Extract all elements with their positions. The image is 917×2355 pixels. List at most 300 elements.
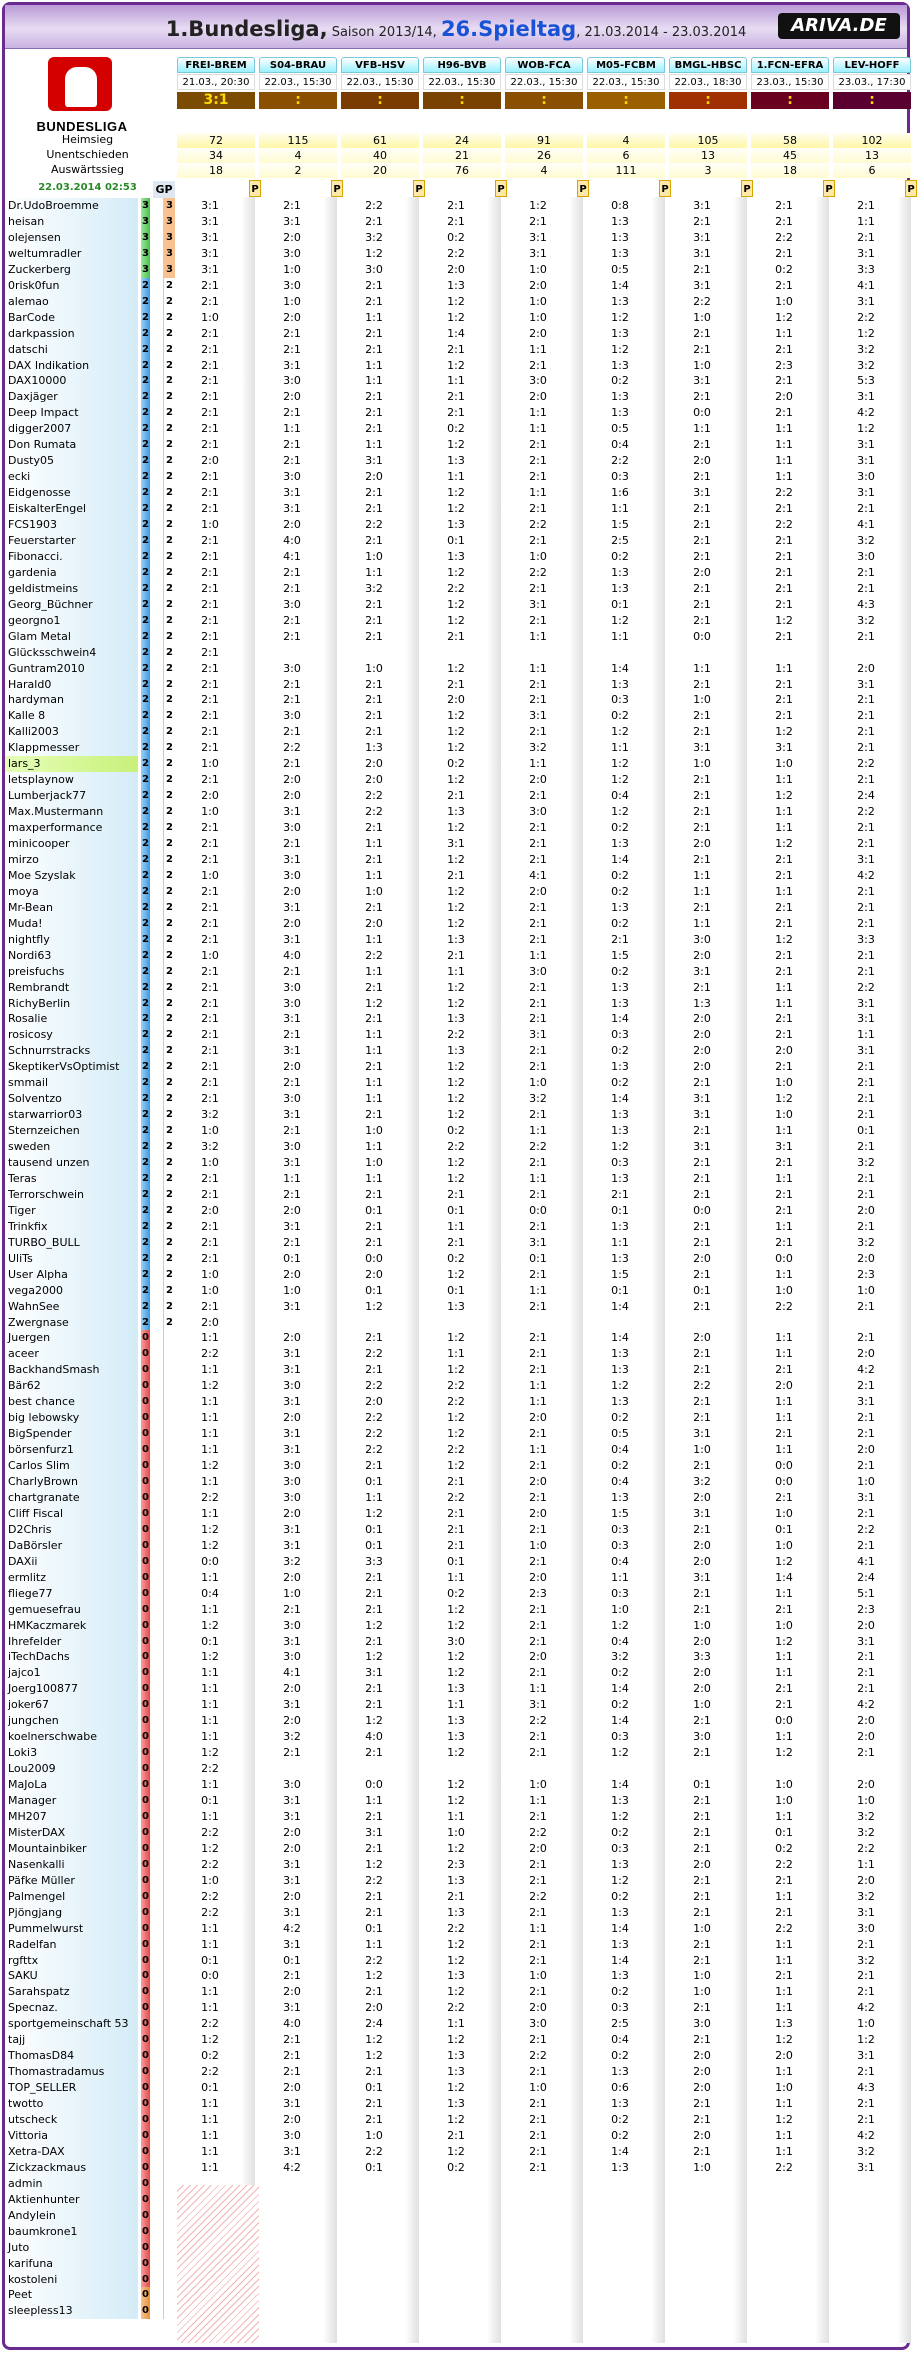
player-name[interactable]: SAKU	[5, 1968, 138, 1984]
tip-cell: 1:3	[611, 565, 629, 579]
player-name[interactable]: Guntram2010	[5, 661, 138, 677]
rank-points: 3	[141, 214, 150, 230]
player-name[interactable]: ermlitz	[5, 1570, 138, 1586]
player-name[interactable]: nightfly	[5, 932, 138, 948]
tip-cell: 1:2	[775, 310, 793, 324]
tip-cell: 2:0	[283, 1060, 301, 1074]
tip-cell: 1:2	[611, 773, 629, 787]
player-name[interactable]: BarCode	[5, 310, 138, 326]
player-name[interactable]: Fibonacci.	[5, 549, 138, 565]
player-name[interactable]: Klappmesser	[5, 740, 138, 756]
tip-cell: 2:0	[201, 1315, 219, 1329]
tip-cell: 1:3	[447, 1682, 465, 1696]
game-points: 2	[163, 581, 175, 597]
tip-cell: 3:1	[201, 246, 219, 260]
player-name[interactable]: Muda!	[5, 916, 138, 932]
player-name[interactable]: Specnaz.	[5, 2000, 138, 2016]
tip-cell: 2:2	[365, 1873, 383, 1887]
player-name[interactable]: BigSpender	[5, 1426, 138, 1442]
tip-cell: 2:1	[201, 661, 219, 675]
player-name[interactable]: gardenia	[5, 565, 138, 581]
player-name[interactable]: digger2007	[5, 421, 138, 437]
tip-cell: 1:0	[693, 693, 711, 707]
player-name[interactable]: Don Rumata	[5, 437, 138, 453]
player-name[interactable]: RichyBerlin	[5, 996, 138, 1012]
tip-cell	[513, 2272, 563, 2288]
rank-points: 0	[141, 1522, 150, 1538]
player-name[interactable]: Pummelwurst	[5, 1921, 138, 1937]
player-name[interactable]: Andylein	[5, 2208, 138, 2224]
game-teams[interactable]: M05-FCBM	[587, 57, 665, 73]
stat-unent: 34	[177, 148, 255, 163]
tip-cell: 1:3	[365, 741, 383, 755]
player-name[interactable]: weltumradler	[5, 246, 138, 262]
game-points	[163, 2080, 175, 2096]
tip-cell: 1:2	[447, 1746, 465, 1760]
tip-cell	[431, 2287, 481, 2303]
player-name[interactable]: big lebowsky	[5, 1410, 138, 1426]
game-teams[interactable]: VFB-HSV	[341, 57, 419, 73]
player-name[interactable]: Carlos Slim	[5, 1458, 138, 1474]
player-name[interactable]: Joerg100877	[5, 1681, 138, 1697]
player-name[interactable]: HMKaczmarek	[5, 1618, 138, 1634]
rank-points: 2	[141, 294, 150, 310]
tip-cell: 2:1	[693, 2001, 711, 2015]
player-name[interactable]: D2Chris	[5, 1522, 138, 1538]
player-name[interactable]: sweden	[5, 1139, 138, 1155]
player-name[interactable]: admin	[5, 2176, 138, 2192]
player-name[interactable]: FCS1903	[5, 517, 138, 533]
player-name[interactable]: EiskalterEngel	[5, 501, 138, 517]
table-row	[5, 1219, 907, 1235]
rank-points: 2	[141, 661, 150, 677]
title-bar	[5, 5, 907, 49]
tip-cell: 3:1	[283, 2144, 301, 2158]
game-points	[163, 2303, 175, 2319]
player-name[interactable]: Sarahspatz	[5, 1984, 138, 2000]
player-name[interactable]: Max.Mustermann	[5, 804, 138, 820]
player-name[interactable]: Feuerstarter	[5, 533, 138, 549]
tip-cell: 1:1	[201, 1506, 219, 1520]
rank-points: 2	[141, 916, 150, 932]
tip-cell: 2:1	[365, 613, 383, 627]
tip-cell: 2:2	[775, 1921, 793, 1935]
player-name[interactable]: twotto	[5, 2096, 138, 2112]
tip-cell: 1:3	[611, 980, 629, 994]
player-name[interactable]: Mountainbiker	[5, 1841, 138, 1857]
player-name[interactable]: Juto	[5, 2240, 138, 2256]
tip-cell: 1:4	[611, 1714, 629, 1728]
player-name[interactable]: Trinkfix	[5, 1219, 138, 1235]
player-name[interactable]: olejensen	[5, 230, 138, 246]
player-name[interactable]: UliTs	[5, 1251, 138, 1267]
tip-cell: 1:1	[201, 1778, 219, 1792]
player-name[interactable]: MisterDAX	[5, 1825, 138, 1841]
player-name[interactable]: hardyman	[5, 692, 138, 708]
tip-cell: 2:1	[857, 629, 875, 643]
tip-cell: 3:2	[857, 2144, 875, 2158]
player-name[interactable]: Solventzo	[5, 1091, 138, 1107]
tip-cell	[513, 2192, 563, 2208]
player-name[interactable]: BackhandSmash	[5, 1362, 138, 1378]
player-name[interactable]: WahnSee	[5, 1299, 138, 1315]
player-name[interactable]: tajj	[5, 2032, 138, 2048]
player-name[interactable]: koelnerschwabe	[5, 1729, 138, 1745]
player-name[interactable]: Nasenkalli	[5, 1857, 138, 1873]
player-name[interactable]: fliege77	[5, 1586, 138, 1602]
table-row	[5, 501, 907, 517]
player-name[interactable]: Lumberjack77	[5, 788, 138, 804]
player-name[interactable]: Ihrefelder	[5, 1634, 138, 1650]
tip-cell: 1:0	[775, 294, 793, 308]
tip-cell: 4:1	[283, 549, 301, 563]
player-name[interactable]: Glücksschwein4	[5, 645, 138, 661]
player-name[interactable]: datschi	[5, 342, 138, 358]
player-name[interactable]: Loki3	[5, 1745, 138, 1761]
tip-cell: 2:1	[283, 725, 301, 739]
table-row	[5, 1697, 907, 1713]
table-row	[5, 373, 907, 389]
player-name[interactable]: Schnurrstracks	[5, 1043, 138, 1059]
player-name[interactable]: Kalli2003	[5, 724, 138, 740]
game-teams[interactable]: S04-BRAU	[259, 57, 337, 73]
tip-cell: 2:1	[775, 1682, 793, 1696]
ariva-logo[interactable]: ARIVA.DE	[778, 13, 900, 39]
game-points: 2	[163, 1315, 175, 1331]
tip-cell: 0:3	[611, 1730, 629, 1744]
player-name[interactable]: Nordi63	[5, 948, 138, 964]
player-name[interactable]: vega2000	[5, 1283, 138, 1299]
tip-cell: 2:2	[365, 2144, 383, 2158]
tip-cell: 3:0	[283, 470, 301, 484]
rank-points: 2	[141, 708, 150, 724]
player-name[interactable]: heisan	[5, 214, 138, 230]
tip-cell: 2:1	[857, 948, 875, 962]
tip-cell: 2:1	[693, 1235, 711, 1249]
player-name[interactable]: Kalle 8	[5, 708, 138, 724]
tip-cell: 1:2	[447, 2113, 465, 2126]
tip-cell: 2:2	[529, 1889, 547, 1903]
table-row	[5, 437, 907, 453]
table-row	[5, 1011, 907, 1027]
tip-cell	[513, 2224, 563, 2240]
game-points	[163, 1410, 175, 1426]
game-points	[163, 1362, 175, 1378]
player-name[interactable]: mirzo	[5, 852, 138, 868]
tip-cell: 1:0	[365, 2128, 383, 2142]
player-name[interactable]: Rembrandt	[5, 980, 138, 996]
player-name[interactable]: Dr.UdoBroemme	[5, 198, 138, 214]
player-name[interactable]: 0risk0fun	[5, 278, 138, 294]
player-name[interactable]: kostoleni	[5, 2272, 138, 2288]
rank-points: 2	[141, 613, 150, 629]
tip-cell: 1:0	[693, 1969, 711, 1983]
tip-cell: 0:3	[611, 2001, 629, 2015]
game-points	[163, 1841, 175, 1857]
tip-cell: 4:2	[857, 2128, 875, 2142]
game-points: 3	[163, 198, 175, 214]
tip-cell: 2:1	[693, 1124, 711, 1138]
main-frame: 1.Bundesliga, Saison 2013/14, 26.Spieltag, 21.03.2014 - 23.03.2014 ARIVA.DE BUNDESLIGA Heimsieg Unentschieden Auswärtssieg 22.03.2014 02:53 GP FREI-BREM 21.03., 20:30 3:1 72 34 18 S04-BRAU 22.03., 15:30 : 115 4 2 VFB-HSV 22.03., 15:30 : 61 40 20 H96-BVB 22.03., 15:30 : 24 21 76 WOB-FCA 22.03., 15:30 : 91 26 4 M05-FCBM 22.03., 15:30 : 4 6 111 BMGL-HBSC 22.03., 18:30 : 105 13 3 1.FCN-EFRA 23.03., 15:30 : 58 45 18 LEV-HOFF 23.03., 17:30 : 102 13 6 Dr.UdoBroemme 3 3 3:1 2:1 2:2 2:1 1:2 0:8 3:1 2:1 2:1 heisan 3 3 3:1 3:1 2:1 2:1 2:1 1:3 2:1 2:1 1:1 olejensen 3 3 3:1 2:0 3:2 0:2 3:1 1:3 3:1 2:2 2:1 weltumradler 3 3 3:1 3:0 1:2 2:2 3:1 1:3 3:1 2:1 3:1 Zuckerberg 3 3 3:1 1:0 3:0 2:0 1:0 0:5 2:1 0:2 3:3 0risk0fun 2 2 2:1 3:0 2:1 1:3 2:0 1:4 3:1 2:1 4:1 alemao 2 2 2:1 1:0 2:1 1:2 1:0 1:3 2:2 1:0 3:1 BarCode 2 2 1:0 2:0 1:1 1:2 1:0 1:2 1:0 1:2 2:2 darkpassion 2 2 2:1 2:1 2:1 1:4 2:0 1:3 2:1 1:1 1:2 datschi 2 2 2:1 2:1 2:1 2:1 1:1 1:2 2:1 2:1 3:2 DAX Indikation 2 2 2:1 3:1 1:1 1:2 2:1 1:3 1:0 2:3 3:2 DAX10000 2 2 2:1 3:0 1:1 1:1 3:0 0:2 3:1 2:1 5:3 Daxjäger 2 2 2:1 2:0 2:1 2:1 2:0 1:3 2:1 2:0 3:1 Deep Impact 2 2 2:1 2:1 2:1 2:1 1:1 1:3 0:0 2:1 4:2 digger2007 2 2 2:1 1:1 2:1 0:2 1:1 0:5 1:1 1:1 1:2 Don Rumata 2 2 2:1 2:1 1:1 1:2 2:1 0:4 2:1 1:1 3:1 Dusty05 2 2 2:0 2:1 3:1 1:3 2:1 2:2 2:0 1:1 3:1 ecki 2 2 2:1 3:0 2:0 1:1 2:1 0:3 2:1 1:1 3:0 Eidgenosse 2 2 2:1 3:1 2:1 1:2 1:1 1:6 3:1 2:2 3:1 EiskalterEngel 2 2 2:1 3:1 2:1 1:2 2:1 1:1 2:1 2:1 2:1 FCS1903 2 2 1:0 2:0 2:2 1:3 2:2 1:5 2:1 2:2 4:1 Feuerstarter 2 2 2:1 4:0 2:1 0:1 2:1 2:5 2:1 2:1 3:2 Fibonacci. 2 2 2:1 4:1 1:0 1:3 1:0 0:2 2:1 2:1 3:0 gardenia 2 2 2:1 2:1 1:1 1:2 2:2 1:3 2:0 2:1 2:1 geldistmeins 2 2 2:1 2:1 3:2 2:2 2:1 1:3 2:1 2:1 2:1 Georg_Büchner 2 2 2:1 3:0 2:1 1:2 3:1 0:1 2:1 2:1 4:3 georgno1 2 2 2:1 2:1 2:1 1:2 2:1 1:2 2:1 1:2 3:2 Glam Metal 2 2 2:1 2:1 2:1 2:1 1:1 1:1 0:0 2:1 2:1 Glücksschwein4 2 2 2:1 Guntram2010 2 2 2:1 3:0 1:0 1:2 1:1 1:4 1:1 1:1 2:0 Harald0 2 2 2:1 2:1 2:1 2:1 2:1 1:3 2:1 2:1 3:1 hardyman 2 2 2:1 2:1 2:1 2:0 2:1 0:3 1:0 2:1 2:1 Kalle 8 2 2 2:1 3:0 2:1 1:2 3:1 0:2 2:1 2:1 2:1 Kalli2003 2 2 2:1 2:1 2:1 1:2 2:1 1:2 2:1 1:2 2:1 Klappmesser 2 2 2:1 2:2 1:3 1:2 3:2 1:1 3:1 3:1 2:1 lars_3 2 2 1:0 2:1 2:0 0:2 1:1 1:2 1:0 1:0 2:2 letsplaynow 2 2 2:1 2:0 2:0 1:2 2:0 1:2 2:1 1:1 2:1 Lumberjack77 2 2 2:0 2:0 2:2 2:1 2:1 0:4 2:1 1:2 2:4 Max.Mustermann 2 2 1:0 3:1 2:2 1:3 3:0 1:2 2:1 1:1 2:2 maxperformance 2 2 2:1 3:0 2:1 1:2 2:1 0:2 2:1 1:1 2:1 minicooper 2 2 2:1 2:1 1:1 3:1 2:1 1:3 2:0 1:2 2:1 mirzo 2 2 2:1 3:1 2:1 1:2 2:1 1:4 2:1 2:1 3:1 Moe Szyslak 2 2 1:0 3:0 1:1 2:1 4:1 0:2 1:1 2:1 4:2 moya 2 2 2:1 2:0 1:0 1:2 2:0 0:2 1:1 1:1 2:1 Mr-Bean 2 2 2:1 3:1 2:1 1:2 2:1 1:3 2:1 2:1 2:1 Muda! 2 2 2:1 2:0 2:0 1:2 2:1 0:2 1:1 2:1 2:1 nightfly 2 2 2:1 3:1 1:1 1:3 2:1 2:1 3:0 1:2 3:3 Nordi63 2 2 1:0 4:0 2:2 2:1 1:1 1:5 2:0 2:1 2:1 preisfuchs 2 2 2:1 2:1 1:1 1:1 3:0 0:2 3:1 2:1 2:1 Rembrandt 2 2 2:1 3:0 2:1 1:2 2:1 1:3 2:1 1:1 2:2 RichyBerlin 2 2 2:1 3:0 1:2 1:2 2:1 1:3 1:3 1:1 3:1 Rosalie 2 2 2:1 3:1 2:1 1:3 2:1 1:4 2:0 2:1 3:1 rosicosy 2 2 2:1 2:1 1:1 2:2 3:1 0:3 2:0 2:1 1:1 Schnurrstracks 2 2 2:1 3:1 1:1 1:3 2:1 0:2 2:0 2:0 3:1 SkeptikerVsOptimist 2 2 2:1 2:0 2:1 1:2 2:1 1:3 2:0 2:1 2:1 smmail 2 2 2:1 2:1 1:1 1:2 1:0 0:2 2:1 1:0 2:1 Solventzo 2 2 2:1 3:0 1:1 1:2 3:2 1:4 3:1 1:2 2:1 starwarrior03 2 2 3:2 3:1 2:1 1:2 2:1 1:3 3:1 1:0 2:1 Sternzeichen 2 2 1:0 2:1 1:0 0:2 1:1 1:3 2:1 1:1 0:1 sweden 2 2 3:2 3:0 1:1 2:2 2:2 1:2 3:1 3:1 2:1 tausend unzen 2 2 1:0 3:1 1:0 1:2 2:1 0:3 2:1 2:1 3:2 Teras 2 2 2:1 1:1 1:1 1:2 1:1 1:3 2:1 1:1 2:1 Terrorschwein 2 2 2:1 2:1 2:1 2:1 2:1 2:1 2:1 2:1 2:1 Tiger 2 2 2:0 2:0 0:1 0:1 0:0 0:1 0:0 2:1 2:0 Trinkfix 2 2 2:1 3:1 2:1 1:1 2:1 1:3 2:1 1:1 2:1 TURBO_BULL 2 2 2:1 2:1 2:1 2:1 3:1 1:1 2:1 2:1 3:2 UliTs 2 2 2:1 0:1 0:0 0:2 0:1 1:3 2:0 0:0 2:0 User Alpha 2 2 1:0 2:0 2:0 1:2 2:1 1:5 2:1 1:1 2:3 vega2000 2 2 1:0 1:0 0:1 0:1 1:1 0:1 0:1 1:0 1:0 WahnSee 2 2 2:1 3:1 1:2 1:3 2:1 1:4 2:1 2:2 2:1 Zwergnase 2 2 2:0 Juergen 0 1:1 2:0 2:1 1:2 2:1 1:4 2:0 1:1 2:1 aceer 0 2:2 3:1 2:2 1:1 2:1 1:3 2:1 1:1 2:0 BackhandSmash 0 1:1 3:1 2:1 1:2 2:1 1:3 2:1 2:1 4:2 Bär62 0 1:2 3:0 2:2 2:2 1:1 1:2 2:2 2:0 2:1 best chance 0 1:1 3:1 2:0 2:2 1:1 1:3 2:1 1:1 3:1 big lebowsky 0 1:1 2:0 2:2 1:2 2:0 0:2 2:1 1:1 2:1 BigSpender 0 1:1 3:1 2:2 1:2 2:1 0:5 3:1 2:1 2:1 börsenfurz1 0 1:1 3:1 2:2 2:2 1:1 0:4 1:0 1:1 2:0 Carlos Slim 0 1:2 3:0 2:1 1:2 2:1 0:2 2:1 0:0 2:1 CharlyBrown 0 1:1 3:0 0:1 2:1 2:0 0:4 3:2 0:0 1:0 chartgranate 0 2:2 3:0 1:1 2:2 2:1 1:3 2:0 2:1 3:1 Cliff Fiscal 0 1:1 2:0 1:2 2:1 2:0 1:5 3:1 1:0 2:1 D2Chris 0 1:2 3:1 0:1 2:1 2:1 0:3 2:1 0:1 2:2 DaBörsler 0 1:2 3:1 0:1 2:1 1:0 0:3 2:0 1:0 2:1 DAXii 0 0:0 3:2 3:3 0:1 2:1 0:4 2:0 1:2 4:1 ermlitz 0 1:1 2:0 2:1 1:1 2:0 1:1 3:1 1:4 2:4 fliege77 0 0:4 1:0 2:1 0:2 2:3 0:3 2:1 1:1 5:1 gemuesefrau 0 1:1 2:1 2:1 1:2 2:1 1:0 2:1 2:1 2:3 HMKaczmarek 0 1:2 3:0 1:2 1:2 2:1 1:2 1:0 1:0 2:0 Ihrefelder 0 0:1 3:1 2:1 3:0 2:1 0:4 2:0 1:2 3:1 iTechDachs 0 1:2 3:0 1:2 1:2 2:0 3:2 3:3 1:1 2:1 jajco1 0 1:1 4:1 3:1 1:2 2:1 0:2 2:0 1:1 2:1 Joerg100877 0 1:1 2:0 2:1 1:3 1:1 1:4 2:0 2:1 2:1 joker67 0 1:1 3:1 2:1 1:1 3:1 0:2 1:0 2:1 4:2 jungchen 0 1:1 2:0 1:2 1:3 2:2 1:4 2:1 0:0 2:0 koelnerschwabe 0 1:1 3:2 4:0 1:3 2:1 0:3 3:0 1:1 2:0 Loki3 0 1:2 2:1 2:1 1:2 2:1 1:2 2:1 1:2 2:1 Lou2009 0 2:2 MaJoLa 0 1:1 3:0 0:0 1:2 1:0 1:4 0:1 1:0 2:0 Manager 0 0:1 3:1 1:1 1:2 1:1 1:3 2:1 1:0 1:0 MH207 0 1:1 3:1 2:1 1:1 2:1 1:2 2:1 1:1 3:2 MisterDAX 0 2:2 2:0 3:1 1:0 2:2 0:2 2:1 0:1 3:2 Mountainbiker 0 1:2 2:0 2:1 1:2 2:0 0:3 2:1 0:2 2:2 Nasenkalli 0 2:2 3:1 1:2 2:3 2:1 1:3 2:0 2:2 1:1 Päfke Müller 0 1:0 3:1 2:2 1:3 2:1 1:2 2:1 2:1 2:0 Palmengel 0 2:2 2:0 2:1 2:1 2:2 0:2 2:1 1:1 3:2 Pjöngjang 0 2:2 3:1 2:1 1:3 2:1 1:3 2:1 2:1 3:1 Pummelwurst 0 1:1 4:2 0:1 2:2 1:1 1:4 1:0 2:2 3:0 Radelfan 0 1:1 3:1 1:1 1:2 2:1 1:3 2:1 1:1 2:1 rgfttx 0 0:1 0:1 2:2 1:2 2:1 1:4 2:1 1:1 3:2 SAKU 0 0:0 2:1 1:2 1:3 1:0 1:3 1:0 2:1 2:1 Sarahspatz 0 1:1 2:0 2:1 1:2 2:1 0:2 1:0 1:1 2:1 Specnaz. 0 1:1 3:1 2:0 2:2 2:0 0:3 2:1 1:1 4:2 sportgemeinschaft 53 0 2:2 4:0 2:4 1:1 3:0 2:5 3:0 1:3 1:0 tajj 0 1:2 2:1 1:2 1:2 2:1 0:4 2:1 1:2 1:2 ThomasD84 0 0:2 2:1 1:2 1:3 2:2 0:2 2:0 2:0 3:1 Thomastradamus 0 2:2 2:1 2:1 1:3 2:1 1:3 2:0 1:1 2:1 TOP_SELLER 0 0:1 2:0 0:1 1:2 1:0 0:6 2:0 1:0 4:3 twotto 0 1:1 3:1 2:1 1:3 2:1 1:3 2:1 1:1 2:1 utscheck 0 1:1 2:0 2:1 1:2 2:1 0:2 2:1 1:2 2:1 Vittoria 0 1:1 3:0 1:0 2:1 2:1 0:2 2:0 1:1 4:2 Xetra-DAX 0 1:1 3:1 2:2 1:2 2:1 1:4 2:1 1:1 3:2 Zickzackmaus 0 1:1 4:2 0:1 0:2 2:1 1:3 1:0 2:2 3:1 admin 0 Aktienhunter 0 Andylein 0 baumkrone1 0 Juto 0 karifuna 0 kostoleni 0 Peet 0 sleepless13 0 P P P P P P P P P	[2, 2, 910, 2350]
player-name[interactable]: lars_3	[5, 756, 138, 772]
tip-cell: 2:1	[365, 326, 383, 340]
tip-cell: 2:1	[201, 533, 219, 547]
player-name[interactable]: rosicosy	[5, 1027, 138, 1043]
player-name[interactable]: Teras	[5, 1171, 138, 1187]
player-name[interactable]: DAX10000	[5, 373, 138, 389]
player-name[interactable]: aceer	[5, 1346, 138, 1362]
tip-cell: 2:1	[693, 1156, 711, 1169]
player-name[interactable]: preisfuchs	[5, 964, 138, 980]
game-score: :	[751, 92, 829, 109]
player-name[interactable]: smmail	[5, 1075, 138, 1091]
tip-cell: 1:2	[447, 1841, 465, 1855]
tip-cell: 2:1	[693, 1171, 711, 1185]
tip-cell: 1:0	[365, 549, 383, 563]
tip-cell: 1:3	[693, 996, 711, 1010]
tip-cell: 2:1	[283, 1076, 301, 1090]
player-name[interactable]: maxperformance	[5, 820, 138, 836]
player-name[interactable]: Harald0	[5, 677, 138, 693]
player-name[interactable]: Radelfan	[5, 1937, 138, 1953]
player-name[interactable]: ThomasD84	[5, 2048, 138, 2064]
player-name[interactable]: Glam Metal	[5, 629, 138, 645]
game-teams[interactable]: LEV-HOFF	[833, 57, 911, 73]
player-name[interactable]: Daxjäger	[5, 389, 138, 405]
player-name[interactable]: DaBörsler	[5, 1538, 138, 1554]
player-name[interactable]: Päfke Müller	[5, 1873, 138, 1889]
tip-cell: 2:1	[365, 1746, 383, 1760]
tip-cell: 1:2	[611, 1809, 629, 1823]
player-name[interactable]: joker67	[5, 1697, 138, 1713]
game-points	[163, 1713, 175, 1729]
tip-cell: 1:1	[611, 1570, 629, 1584]
game-teams[interactable]: BMGL-HBSC	[669, 57, 747, 73]
game-teams[interactable]: 1.FCN-EFRA	[751, 57, 829, 73]
player-name[interactable]: SkeptikerVsOptimist	[5, 1059, 138, 1075]
table-row	[5, 1634, 907, 1650]
player-name[interactable]: best chance	[5, 1394, 138, 1410]
player-name[interactable]: utscheck	[5, 2112, 138, 2128]
tip-cell: 1:1	[201, 1714, 219, 1728]
tip-cell: 3:1	[693, 199, 711, 212]
tip-cell: 2:1	[857, 581, 875, 595]
player-name[interactable]: Lou2009	[5, 1761, 138, 1777]
player-name[interactable]: TURBO_BULL	[5, 1235, 138, 1251]
table-row	[5, 1809, 907, 1825]
stat-unent: 45	[751, 148, 829, 163]
tip-cell: 1:1	[529, 661, 547, 675]
player-name[interactable]: jajco1	[5, 1665, 138, 1681]
player-name[interactable]: Dusty05	[5, 453, 138, 469]
spieltag-link[interactable]: 26.Spieltag	[440, 17, 577, 41]
tip-cell: 1:2	[447, 900, 465, 914]
tip-cell: 1:1	[693, 916, 711, 930]
tip-cell: 3:1	[529, 246, 547, 260]
tip-cell: 0:2	[201, 2049, 219, 2063]
tip-cell: 3:0	[283, 374, 301, 388]
tip-cell: 1:1	[775, 2065, 793, 2079]
rank-points: 2	[141, 389, 150, 405]
player-name[interactable]: sleepless13	[5, 2303, 138, 2319]
tip-cell	[759, 2224, 809, 2240]
player-name[interactable]: gemuesefrau	[5, 1602, 138, 1618]
player-name[interactable]: Georg_Büchner	[5, 597, 138, 613]
tip-cell: 3:0	[857, 470, 875, 484]
player-name[interactable]: moya	[5, 884, 138, 900]
player-name[interactable]: jungchen	[5, 1713, 138, 1729]
player-name[interactable]: MH207	[5, 1809, 138, 1825]
player-name[interactable]: DAXii	[5, 1554, 138, 1570]
player-name[interactable]: darkpassion	[5, 326, 138, 342]
player-name[interactable]: Thomastradamus	[5, 2064, 138, 2080]
tip-cell: 1:0	[775, 1794, 793, 1807]
player-name[interactable]: User Alpha	[5, 1267, 138, 1283]
player-name[interactable]: Xetra-DAX	[5, 2144, 138, 2160]
game-points: 2	[163, 358, 175, 374]
tip-cell: 2:0	[283, 518, 301, 531]
game-date: 23.03., 17:30	[833, 74, 911, 90]
player-name[interactable]: Eidgenosse	[5, 485, 138, 501]
tip-cell: 1:1	[857, 214, 875, 228]
tip-cell: 3:1	[857, 1012, 875, 1026]
player-name[interactable]: Zickzackmaus	[5, 2160, 138, 2176]
player-name[interactable]: iTechDachs	[5, 1649, 138, 1665]
tip-cell: 1:0	[529, 1538, 547, 1552]
player-name[interactable]: starwarrior03	[5, 1107, 138, 1123]
tip-cell: 2:1	[201, 852, 219, 866]
tip-cell: 4:1	[283, 1666, 301, 1680]
table-row	[5, 246, 907, 262]
table-row	[5, 517, 907, 533]
player-name[interactable]: Zwergnase	[5, 1315, 138, 1331]
player-name[interactable]: Deep Impact	[5, 405, 138, 421]
tip-cell: 2:1	[529, 1809, 547, 1823]
tip-cell: 0:1	[201, 1953, 219, 1967]
player-name[interactable]: Bär62	[5, 1378, 138, 1394]
player-name[interactable]: Pjöngjang	[5, 1905, 138, 1921]
game-teams[interactable]: FREI-BREM	[177, 57, 255, 73]
tip-cell: 3:2	[283, 1730, 301, 1744]
game-teams[interactable]: H96-BVB	[423, 57, 501, 73]
player-name[interactable]: Sternzeichen	[5, 1123, 138, 1139]
player-name[interactable]: Manager	[5, 1793, 138, 1809]
player-name[interactable]: MaJoLa	[5, 1777, 138, 1793]
game-points: 2	[163, 1123, 175, 1139]
player-name[interactable]: tausend unzen	[5, 1155, 138, 1171]
points-header: P	[741, 180, 753, 197]
player-name[interactable]: Juergen	[5, 1330, 138, 1346]
player-name[interactable]: Cliff Fiscal	[5, 1506, 138, 1522]
tip-cell: 2:1	[857, 884, 875, 898]
tip-cell: 0:2	[447, 1586, 465, 1600]
player-name[interactable]: Moe Szyslak	[5, 868, 138, 884]
player-name[interactable]: CharlyBrown	[5, 1474, 138, 1490]
tip-cell: 3:3	[857, 262, 875, 276]
tip-cell: 1:4	[611, 1953, 629, 1967]
tip-cell: 1:0	[201, 805, 219, 819]
player-name[interactable]: Palmengel	[5, 1889, 138, 1905]
tip-cell: 2:0	[283, 1889, 301, 1903]
tip-cell: 1:1	[529, 342, 547, 356]
tip-cell: 2:1	[693, 1889, 711, 1903]
rank-points: 0	[141, 1905, 150, 1921]
table-row	[5, 1905, 907, 1921]
player-name[interactable]: alemao	[5, 294, 138, 310]
tip-cell: 1:0	[857, 1794, 875, 1807]
tip-cell: 1:1	[201, 1730, 219, 1744]
player-name[interactable]: Mr-Bean	[5, 900, 138, 916]
tip-cell	[677, 2287, 727, 2303]
tip-cell: 1:1	[775, 470, 793, 484]
player-name[interactable]: ecki	[5, 469, 138, 485]
player-name[interactable]: minicooper	[5, 836, 138, 852]
player-name[interactable]: sportgemeinschaft 53	[5, 2016, 138, 2032]
tip-cell: 2:1	[775, 964, 793, 978]
tip-cell: 1:0	[201, 868, 219, 882]
rank-points: 0	[141, 1474, 150, 1490]
player-name[interactable]: Terrorschwein	[5, 1187, 138, 1203]
tip-cell: 0:3	[611, 693, 629, 707]
player-name[interactable]: TOP_SELLER	[5, 2080, 138, 2096]
player-name[interactable]: baumkrone1	[5, 2224, 138, 2240]
player-name[interactable]: georgno1	[5, 613, 138, 629]
player-name[interactable]: karifuna	[5, 2256, 138, 2272]
tip-cell: 3:1	[857, 2049, 875, 2063]
rank-points: 0	[141, 1634, 150, 1650]
tip-cell: 2:2	[775, 1857, 793, 1871]
player-name[interactable]: Aktienhunter	[5, 2192, 138, 2208]
tip-cell: 1:2	[447, 1602, 465, 1616]
player-name[interactable]: DAX Indikation	[5, 358, 138, 374]
tip-cell: 2:1	[447, 1522, 465, 1536]
table-row	[5, 1394, 907, 1410]
tip-cell: 2:1	[857, 1411, 875, 1425]
rank-points: 2	[141, 597, 150, 613]
tip-cell: 2:1	[283, 406, 301, 420]
tip-cell: 3:3	[365, 1554, 383, 1568]
tip-cell: 1:1	[201, 1698, 219, 1712]
tip-cell	[431, 2192, 481, 2208]
tip-cell: 1:2	[447, 709, 465, 723]
game-column	[341, 57, 419, 197]
tip-cell: 2:1	[857, 1171, 875, 1185]
player-name[interactable]: börsenfurz1	[5, 1442, 138, 1458]
tip-cell: 0:0	[365, 1251, 383, 1265]
tip-cell: 2:2	[447, 1379, 465, 1393]
player-name[interactable]: letsplaynow	[5, 772, 138, 788]
player-name[interactable]: rgfttx	[5, 1953, 138, 1969]
tip-cell: 2:1	[775, 1203, 793, 1217]
player-name[interactable]: chartgranate	[5, 1490, 138, 1506]
player-name[interactable]: Tiger	[5, 1203, 138, 1219]
player-name[interactable]: Rosalie	[5, 1011, 138, 1027]
table-row	[5, 1107, 907, 1123]
game-points	[163, 1649, 175, 1665]
game-teams[interactable]: WOB-FCA	[505, 57, 583, 73]
table-row	[5, 1299, 907, 1315]
player-name[interactable]: geldistmeins	[5, 581, 138, 597]
game-points	[163, 1394, 175, 1410]
tip-cell: 1:1	[201, 1475, 219, 1488]
tip-cell	[349, 2192, 399, 2208]
tip-cell: 2:1	[447, 406, 465, 420]
player-name[interactable]: Zuckerberg	[5, 262, 138, 278]
tip-cell: 2:1	[201, 1299, 219, 1313]
tip-cell: 2:1	[529, 1953, 547, 1967]
player-name[interactable]: Vittoria	[5, 2128, 138, 2144]
player-name[interactable]: Peet	[5, 2287, 138, 2303]
